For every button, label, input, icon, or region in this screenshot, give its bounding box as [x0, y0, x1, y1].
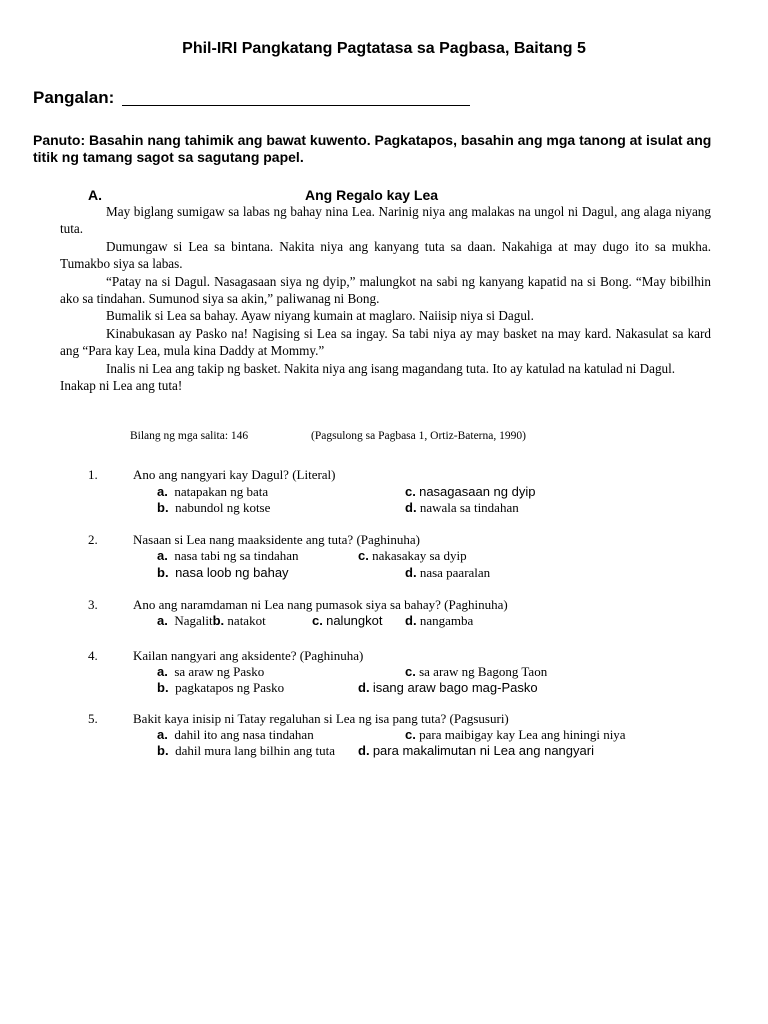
story-source: (Pagsulong sa Pagbasa 1, Ortiz-Baterna, 1990) [311, 430, 526, 442]
question-option: c. sa araw ng Bagong Taon [405, 664, 548, 679]
word-count: Bilang ng mga salita: 146 [130, 430, 249, 442]
question-number: 4. [88, 648, 98, 663]
question-number: 1. [88, 467, 98, 482]
question-text: Bakit kaya inisip ni Tatay regaluhan si Lea ng isa pang tuta? (Pagsusuri) [133, 711, 509, 726]
instructions: Panuto: Basahin nang tahimik ang bawat kuwento. Pagkatapos, basahin ang mga tanong at isulat ang titik ng tamang sagot sa sagutang papel. [33, 132, 712, 165]
story-paragraph: May biglang sumigaw sa labas ng bahay nina Lea. Narinig niya ang malakas na ungol ni Dagul, ang alaga niyang tuta. [60, 204, 711, 237]
question-option: d. isang araw bago mag-Pasko [358, 680, 538, 695]
question-option: b. nasa loob ng bahay [157, 565, 289, 580]
question-option: a. natapakan ng bata [157, 484, 269, 499]
question-option: a. nasa tabi ng sa tindahan [157, 548, 299, 563]
story-paragraph: Kinabukasan ay Pasko na! Nagising si Lea sa ingay. Sa tabi niya ay may basket na may kard. Nakasulat sa kard ang “Para kay Lea, mula kina Daddy at Mommy.” [60, 325, 711, 359]
question-option: b. nabundol ng kotse [157, 500, 271, 515]
story-paragraph: Bumalik si Lea sa bahay. Ayaw niyang kumain at maglaro. Naiisip niya si Dagul. [106, 308, 534, 324]
question-text: Nasaan si Lea nang maaksidente ang tuta? (Paghinuha) [133, 532, 420, 547]
question-option: a. sa araw ng Pasko [157, 664, 265, 679]
question-option: b. dahil mura lang bilhin ang tuta [157, 743, 335, 758]
story-paragraph: “Patay na si Dagul. Nasagasaan siya ng dyip,” malungkot na sabi ng kanyang kapatid na si Bong. “May bibilhin ako sa tindahan. Sumunod siya sa akin,” paliwanag ni Bong. [60, 273, 711, 307]
question-text: Kailan nangyari ang aksidente? (Paghinuha) [133, 648, 364, 663]
question-option: c. nalungkot [312, 613, 383, 628]
question-number: 2. [88, 532, 98, 547]
question-option: d. nawala sa tindahan [405, 500, 519, 515]
question-option: d. para makalimutan ni Lea ang nangyari [358, 743, 594, 758]
question-number: 5. [88, 711, 98, 726]
name-blank-line [122, 105, 470, 106]
story-body [60, 203, 711, 394]
question-option: a. dahil ito ang nasa tindahan [157, 727, 314, 742]
story-title: Ang Regalo kay Lea [305, 187, 439, 203]
story-paragraph: Dumungaw si Lea sa bintana. Nakita niya ang kanyang tuta sa daan. Nakahiga at may dugo ito sa mukha. Tumakbo siya sa labas. [60, 238, 711, 272]
question-option: c. nasagasaan ng dyip [405, 484, 536, 499]
name-label: Pangalan: [33, 88, 115, 107]
question-text: Ano ang naramdaman ni Lea nang pumasok siya sa bahay? (Paghinuha) [133, 597, 508, 612]
story-paragraph: Inakap ni Lea ang tuta! [60, 378, 183, 394]
question-option: c. para maibigay kay Lea ang hiningi niya [405, 727, 626, 742]
question-option: d. nangamba [405, 613, 474, 628]
question-option: b. pagkatapos ng Pasko [157, 680, 285, 695]
section-letter: A. [88, 187, 102, 203]
question-option: a. Nagalitb. natakot [157, 613, 266, 628]
question-option: d. nasa paaralan [405, 565, 491, 580]
question-option: c. nakasakay sa dyip [358, 548, 467, 563]
page-title: Phil-IRI Pangkatang Pagtatasa sa Pagbasa, Baitang 5 [182, 40, 586, 57]
question-number: 3. [88, 597, 98, 612]
story-paragraph: Inalis ni Lea ang takip ng basket. Nakita niya ang isang magandang tuta. Ito ay katulad na katulad ni Dagul. [106, 360, 676, 376]
question-text: Ano ang nangyari kay Dagul? (Literal) [133, 467, 336, 482]
